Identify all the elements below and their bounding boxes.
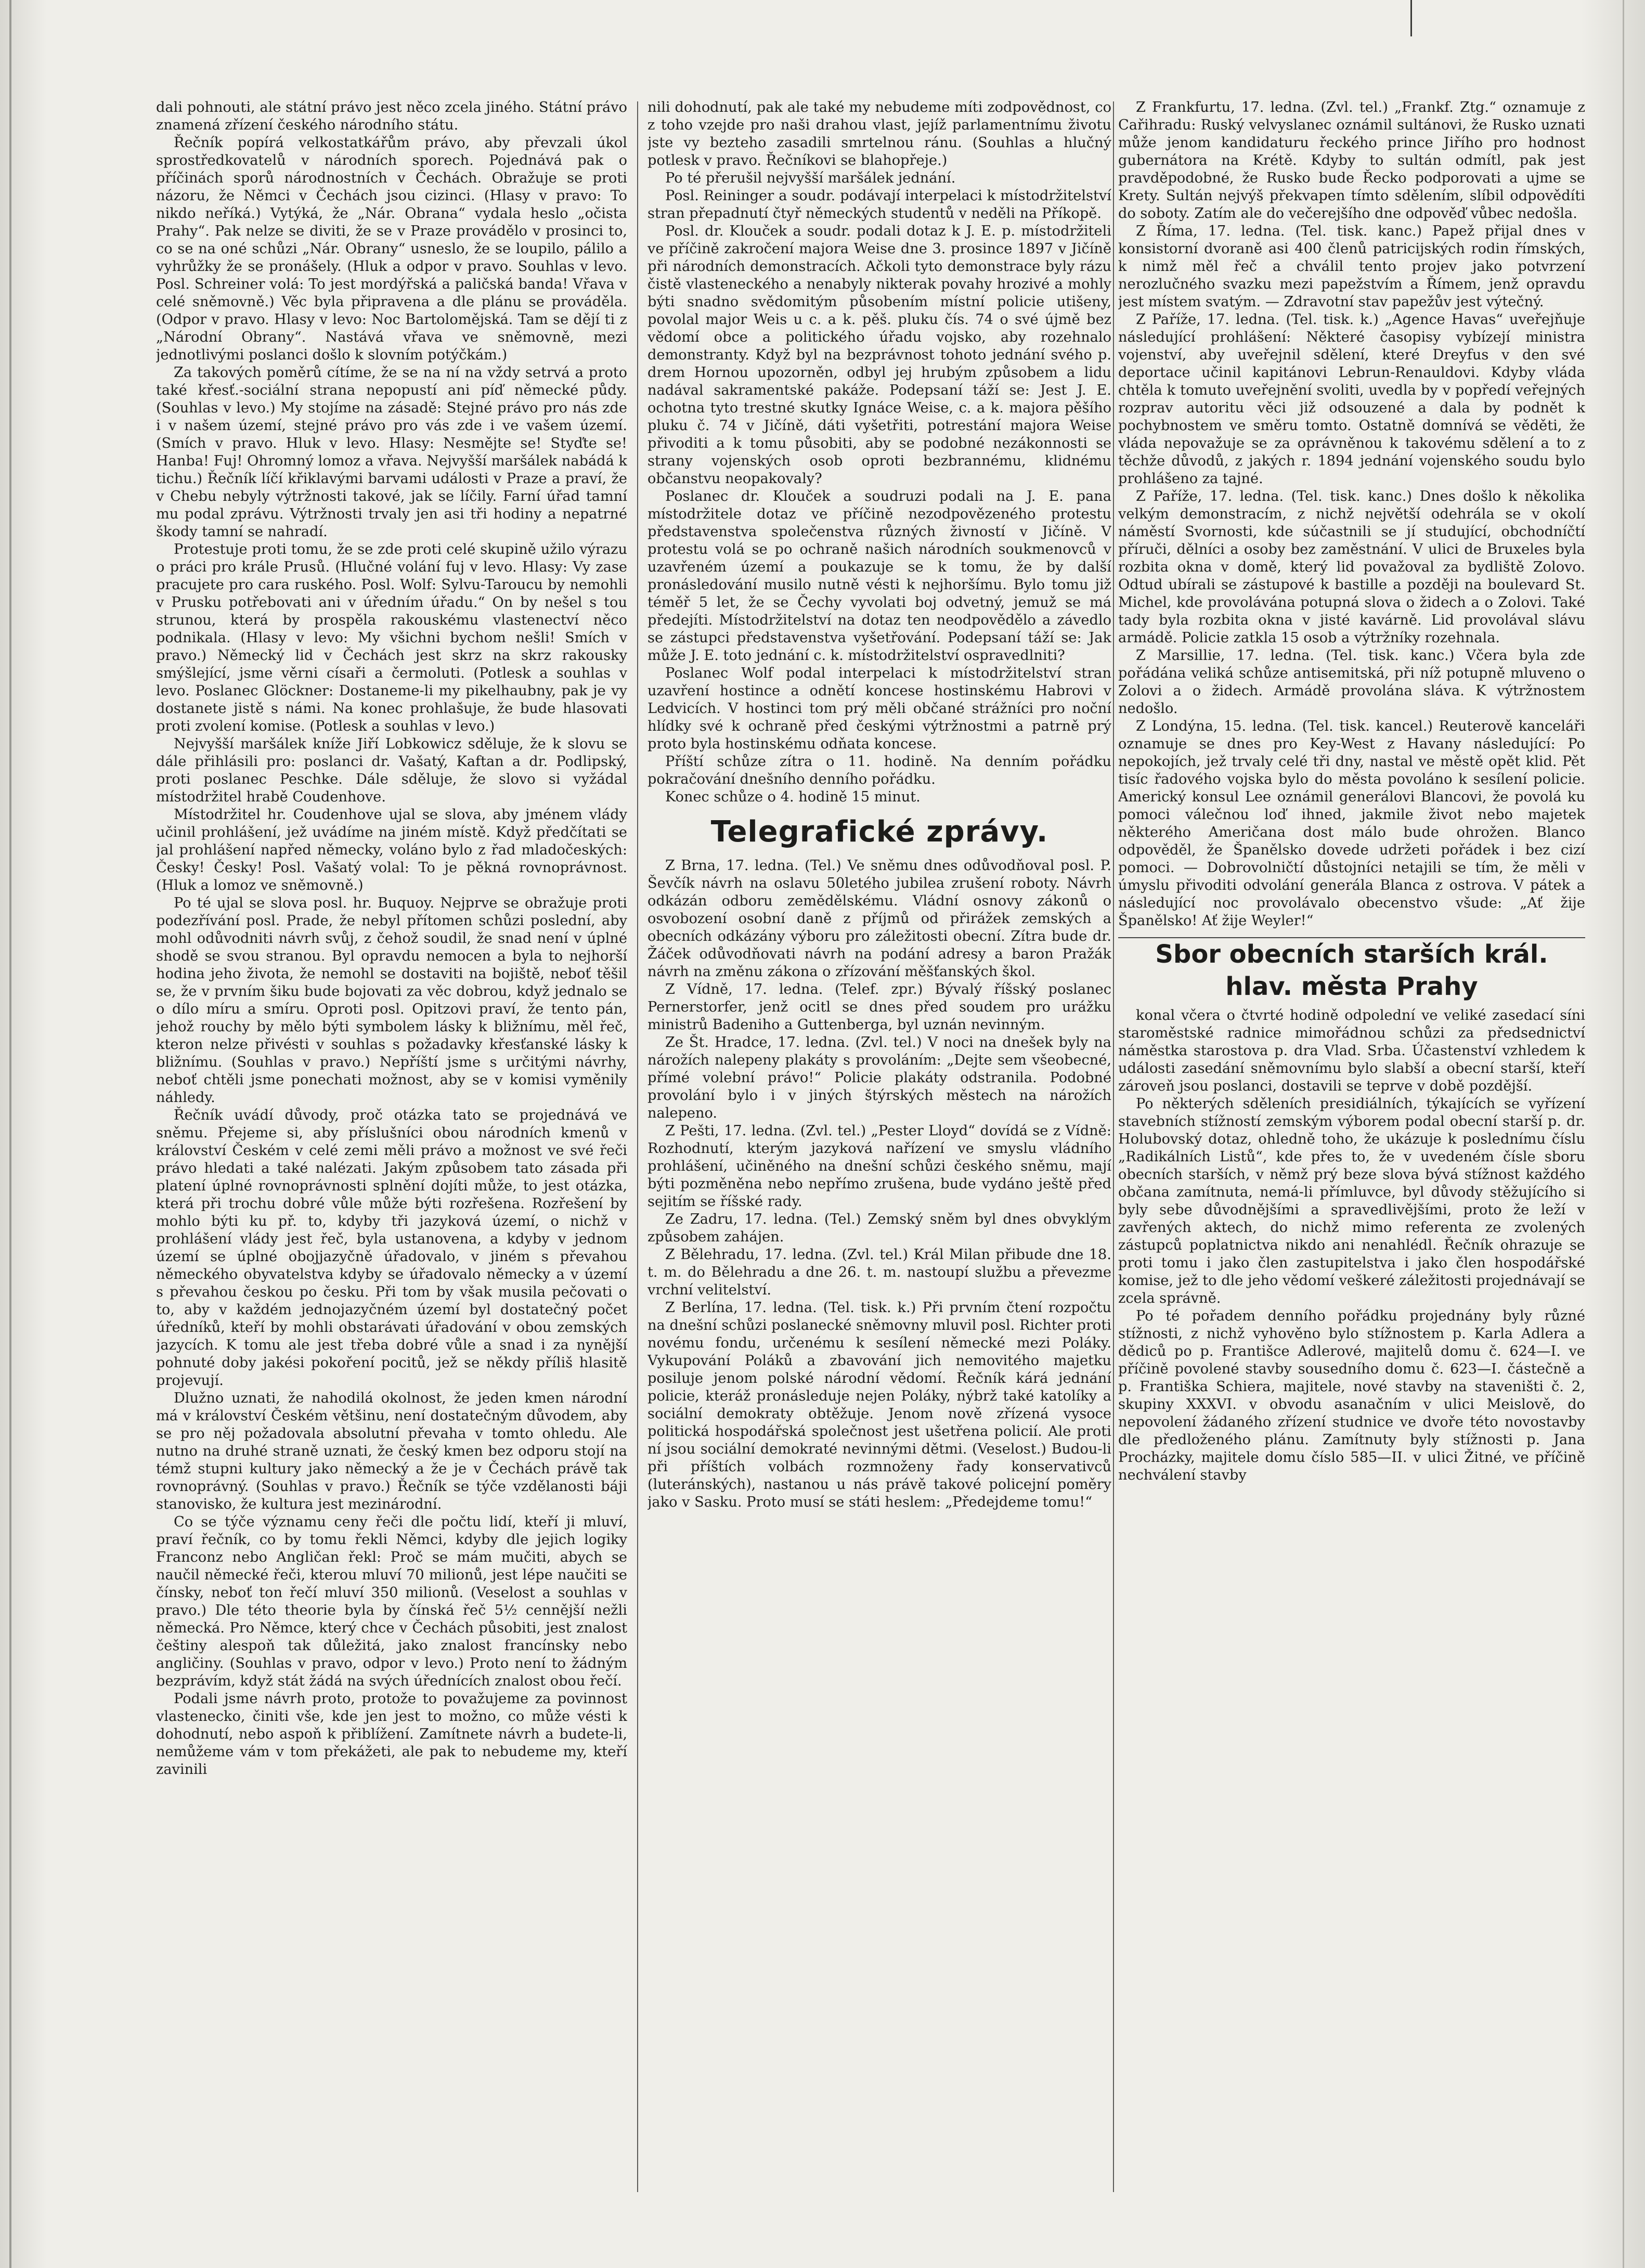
article-paragraph: Z Londýna, 15. ledna. (Tel. tisk. kancel.) Reuterově kanceláři oznamuje se dnes pro Key-West z Havany následující: Po nepokojích, jež trvaly celé tři dny, nastal ve městě opět klid. Pět tisíc řadového vojska bylo do města povoláno k sesílení policie. Americký konsul Lee oznámil generálovi Blancovi, že povolá ku pomoci válečnou loď ihned, jakmile život nebo majetek některého Američana dost málo bude ohrožen. Blanco odpověděl, že Španělsko dovede udržeti pořádek i bez cizí pomoci. — Dobrovolničtí důstojníci netajili se tím, že měli v úmyslu přivoditi odvolání generála Blanca z ostrova. V pátek a následující noc provolávalo obecenstvo všude: „Ať žije Španělsko! Ať žije Weyler!“ <box>1118 718 1585 929</box>
section-headline: Sbor obecních starších král. hlav. města Prahy <box>1118 937 1585 1003</box>
article-paragraph: Z Paříže, 17. ledna. (Tel. tisk. k.) „Agence Havas“ uveřejňuje následující prohlášení: Některé časopisy vybízejí ministra vojenství, aby uveřejnil sdělení, které Dreyfus v den své deportace učinil kapitánovi Lebrun-Renauldovi. Kdyby vláda chtěla k tomuto uveřejnění svoliti, uvedla by v popředí veřejných rozprav autoritu věci již odsouzené a dala by podnět k pochybnostem ve směru tomto. Ostatně domnívá se věděti, že vláda nepovažuje se za oprávněnou k takovému sdělení a to z těchže důvodů, z jakých r. 1894 jednání vojenského soudu bylo prohlášeno za tajné. <box>1118 312 1585 487</box>
article-paragraph: Posl. Reininger a soudr. podávají interpelaci k místodržitelství stran přepadnutí čtyř německých studentů v neděli na Příkopě. <box>647 188 1111 222</box>
article-paragraph: Poslanec dr. Klouček a soudruzi podali na J. E. pana místodržitele dotaz ve příčině nezodpovězeného protestu představenstva společenstva různých živností v Jičíně. V protestu volá se po ochraně našich národních soukmenovců v uzavřeném území a poukazuje se k tomu, že by další pronásledování musilo nutně vésti k nejhoršímu. Bylo tomu již téměř 5 let, že se Čechy vyvolati boj odvetný, jemuž se má předejíti. Místodržitelství na dotaz ten neodpovědělo a závedlo se zástupci představenstva vyšetřování. Podepsaní táží se: Jak může J. E. toto jednání c. k. místodržitelství ospravedlniti? <box>647 488 1111 664</box>
article-paragraph: Ze Št. Hradce, 17. ledna. (Zvl. tel.) V noci na dnešek byly na nárožích nalepeny plakáty s provoláním: „Dejte sem všeobecné, přímé volební právo!“ Policie plakáty odstranila. Podobné provolání bylo i v jiných štýrských městech na nárožích nalepeno. <box>647 1034 1111 1121</box>
column-rule <box>637 101 638 2192</box>
section-headline: Telegrafické zprávy. <box>710 815 1048 849</box>
column-middle <box>647 99 1111 2195</box>
article-paragraph: Podali jsme návrh proto, protože to považujeme za povinnost vlastenecko, činiti vše, kde jen jest to možno, co může vésti k dohodnutí, nebo aspoň k přiblížení. Zamítnete návrh a budete-li, nemůžeme vám v tom překážeti, ale pak to nebudeme my, kteří zavinili <box>156 1691 627 1778</box>
article-paragraph: konal včera o čtvrté hodině odpolední ve veliké zasedací síni staroměstské radnice mimořádnou schůzi za předsednictví náměstka starostova p. dra Vlad. Srba. Účastenství vzhledem k události zasedání sněmovnímu bylo slabší a obecní starší, kteří zároveň jsou poslanci, dostavili se teprve v době pozdější. <box>1118 1007 1585 1094</box>
article-paragraph: Z Pešti, 17. ledna. (Zvl. tel.) „Pester Lloyd“ dovídá se z Vídně: Rozhodnutí, kterým jazyková nařízení ve smyslu vládního prohlášení, učiněného na dnešní schůzi českého sněmu, mají býti pozměněna nebo nepřímo zrušena, bude vydáno ještě před sejitím se říšské rady. <box>647 1123 1111 1210</box>
article-paragraph: Místodržitel hr. Coudenhove ujal se slova, aby jménem vlády učinil prohlášení, jež uvádíme na jiném místě. Když předčítati se jal prohlášení napřed německy, voláno bylo z řad mladočeských: Česky! Česky! Posl. Vašatý volal: To je pěkná rovnoprávnost. (Hluk a lomoz ve sněmovně.) <box>156 807 627 893</box>
article-paragraph: Po té přerušil nejvyšší maršálek jednání. <box>665 170 956 186</box>
article-paragraph: Posl. dr. Klouček a soudr. podali dotaz k J. E. p. místodržiteli ve příčině zakročení majora Weise dne 3. prosince 1897 v Jičíně při národních demonstracích. Ačkoli tyto demonstrace byly rázu čistě vlasteneckého a nenabyly nikterak povahy hrozivé a mohly býti snadno svědomitým působením místní policie utišeny, povolal major Weis u c. a k. pěš. pluku čís. 74 o své újmě bez vědomí obce a politického úřadu vojsko, aby rozehnalo demonstranty. Když byl na bezprávnost tohoto jednání svého p. drem Hornou upozorněn, odbyl jej hrubým způsobem a lidu nadával sakramentské pakáže. Podepsaní táží se: Jest J. E. ochotna tyto trestné skutky Ignáce Weise, c. a k. majora pěšího pluku č. 74 v Jičíně, dáti vyšetřiti, potrestání majora Weise přivoditi a k tomu působiti, aby se podobné nezákonnosti se strany vojenských osob oproti bezbrannému, klidnému občanstvu neopakovaly? <box>647 223 1111 487</box>
article-paragraph: Nejvyšší maršálek kníže Jiří Lobkowicz sděluje, že k slovu se dále přihlásili pro: poslanci dr. Vašatý, Kaftan a dr. Podlipský, proti poslanec Peschke. Dále sděluje, že slovo si vyžádal místodržitel hrabě Coudenhove. <box>156 736 627 805</box>
article-paragraph: Řečník uvádí důvody, proč otázka tato se projednává ve sněmu. Přejeme si, aby příslušníci obou národních kmenů v království Českém v celé zemi měli právo a možnost ve své řeči právo hledati a také nalézati. Jakým způsobem tato zásada při platení úplné rovnoprávnosti splnění dojíti může, to jest otázka, která při trochu dobré vůle může býti rozřešena. Rozřešení by mohlo býti ku př. to, kdyby tři jazyková území, o nichž v prohlášení vlády jest řeč, byla ustanovena, a kdyby v jednom území se úplné obojjazyčně úřadovalo, v jiném s převahou německého obyvatelstva kdyby se úřadovalo německy a v území s převahou českou po česku. Při tom by však musila pečovati o to, aby v každém jednojazyčném území byl dostatečný počet úředníků, kteří by mohli obstarávati úřadování v obou zemských jazycích. K tomu ale jest třeba dobré vůle a snad i za nynější pohnuté doby jakési pokoření pocitů, jež se někdy příliš hlasitě projevují. <box>156 1107 627 1389</box>
article-paragraph: Po některých sděleních presidiálních, týkajících se vyřízení stavebních stížností zemským výborem podal obecní starší p. dr. Holubovský dotaz, ohledně toho, že ukázuje k poslednímu číslu „Radikálních Listů“, kde přes to, že v uvedeném čísle sboru obecních starších, v němž prý beze slova bývá stížnost každého občana zamítnuta, nemá-li přímluvce, byl důvody stěžujícího si byly sebe důvodnějšími a spravedlivějšími, proto že leží v zavřených aktech, do nichž mimo referenta ze zvolených zástupců poplatnictva nikdo ani nenahlédl. Řečník ohrazuje se proti tomu i jako člen zastupitelstva i jako člen hospodářské komise, jež to dle jeho vědomí veškeré záležitosti projednávají se zcela správně. <box>1118 1096 1585 1306</box>
article-paragraph: Ze Zadru, 17. ledna. (Tel.) Zemský sněm byl dnes obvyklým způsobem zahájen. <box>647 1211 1111 1245</box>
article-paragraph: Konec schůze o 4. hodině 15 minut. <box>665 789 921 805</box>
article-paragraph: Z Bělehradu, 17. ledna. (Zvl. tel.) Král Milan přibude dne 18. t. m. do Bělehradu a dne 26. t. m. nastoupí službu a převezme vrchní velitelství. <box>647 1247 1111 1298</box>
article-paragraph: Z Vídně, 17. ledna. (Telef. zpr.) Bývalý říšský poslanec Pernerstorfer, jenž ocitl se dnes před soudem pro urážku ministrů Badeniho a Guttenberga, byl uznán nevinným. <box>647 981 1111 1033</box>
article-paragraph: nili dohodnutí, pak ale také my nebudeme míti zodpovědnost, co z toho vzejde pro naši drahou vlast, jejíž parlamentnímu životu jste vy bezteho zasadili smrtelnou ránu. (Souhlas a hlučný potlesk v pravo. Řečníkovi se blahopřeje.) <box>647 99 1111 169</box>
column-left <box>156 99 627 2195</box>
article-paragraph: Dlužno uznati, že nahodilá okolnost, že jeden kmen národní má v království Českém většinu, není dostatečným důvodem, aby se pro něj požadovala absolutní převaha v tomto ohledu. Ale nutno na druhé straně uznati, že český kmen bez odporu stojí na témž stupni kultury jako německý a že je v Čechách právě tak rovnoprávný. (Souhlas v pravo.) Řečník se týče vzdělanosti báji stanovisko, že kultura jest mezinárodní. <box>156 1390 627 1512</box>
article-paragraph: Z Berlína, 17. ledna. (Tel. tisk. k.) Při prvním čtení rozpočtu na dnešní schůzi poslanecké sněmovny mluvil posl. Richter proti novému fondu, určenému k sesílení německé mezi Poláky. Vykupování Poláků a zbavování jich nemovitého majetku posiluje jenom polské národní vědomí. Řečník kárá jednání policie, kteráž pronásleduje nejen Poláky, nýbrž také katolíky a sociální demokraty obtěžuje. Jenom nově zřízená vysoce politická hospodářská společnost jest ušetřena policií. Ale proti ní jsou sociální demokraté nevinnými dětmi. (Veselost.) Budou-li při příštích volbách rozmnoženy řady konservativců (luteránských), nastanou u nás právě takové policejní poměry jako v Sasku. Proto musí se státi heslem: „Předejdeme tomu!“ <box>647 1300 1111 1510</box>
page-edge-right <box>1623 0 1624 2268</box>
article-paragraph: Co se týče významu ceny řeči dle počtu lidí, kteří ji mluví, praví řečník, co by tomu řekli Němci, kdyby dle jejich logiky Franconz nebo Angličan řekl: Proč se mám mučiti, abych se naučil německé řeči, kterou mluví 70 milionů, jest lépe naučiti se čínsky, neboť ton řečí mluví 350 milionů. (Veselost a souhlas v pravo.) Dle této theorie byla by čínská řeč 5½ cennější nežli německá. Pro Němce, který chce v Čechách působiti, jest znalost češtiny alespoň tak důležitá, jako znalost francínsky nebo angličiny. (Souhlas v pravo, odpor v levo.) Proto není to žádným bezprávím, když stát žádá na svých úřednících znalost obou řečí. <box>156 1514 627 1689</box>
article-paragraph: Příští schůze zítra o 11. hodině. Na denním pořádku pokračování dnešního denního pořádku. <box>647 754 1111 787</box>
ink-mark <box>1410 0 1412 36</box>
column-rule <box>1113 101 1114 2192</box>
column-right <box>1118 99 1585 2195</box>
page-edge-left <box>9 0 11 2268</box>
article-paragraph: Z Marsillie, 17. ledna. (Tel. tisk. kanc.) Včera byla zde pořádána veliká schůze antisemitská, při níž potupně mluveno o Zolovi a o židech. Armádě provolána sláva. K výtržnostem nedošlo. <box>1118 647 1585 717</box>
article-paragraph: Z Říma, 17. ledna. (Tel. tisk. kanc.) Papež přijal dnes v konsistorní dvoraně asi 400 členů patricijských rodin římských, k nimž měl řeč a chválil tento projev jako potvrzení nerozlučného svazku mezi papežstvím a Římem, jenž opravdu jest místem svatým. — Zdravotní stav papežův jest výtečný. <box>1118 223 1585 310</box>
article-paragraph: Za takových poměrů cítíme, že se na ní na vždy setrvá a proto také křesť.-sociální strana nepopustí ani píď německé půdy. (Souhlas v levo.) My stojíme na zásadě: Stejné právo pro nás zde i v našem území, stejné právo pro vás zde i ve vašem území. (Smích v pravo. Hluk v levo. Hlasy: Nesmějte se! Styďte se! Hanba! Fuj! Ohromný lomoz a vřava. Nejvyšší maršálek nabádá k tichu.) Řečník líčí křiklavými barvami události v Praze a praví, že v Chebu nebyly výtržnosti takové, jak se líčily. Farní úřad tamní mu podal zprávu. Výtržnosti trvaly jen asi tři hodiny a nepatrné škody tamní se nahradí. <box>156 365 627 540</box>
article-paragraph: Po té pořadem denního pořádku projednány byly různé stížnosti, z nichž vyhověno bylo stížnostem p. Karla Adlera a dědiců po p. Františce Adlerové, majitelů domu č. 624—I. ve příčině povolené stavby sousedního domu č. 623—I. částečně a p. Františka Schiera, majitele, nové stavby na staveništi č. 2, skupiny XXXVI. v obvodu asanačním v ulici Meislově, do nepovolení žádaného zřízení studnice ve dvoře této novostavby dle předloženého plánu. Zamítnuty byly stížnosti p. Jana Procházky, majitele domu číslo 585—II. v ulici Žitné, ve příčině nechválení stavby <box>1118 1308 1585 1483</box>
article-paragraph: dali pohnouti, ale státní právo jest něco zcela jiného. Státní právo znamená zřízení českého národního státu. <box>156 99 627 133</box>
article-paragraph: Z Paříže, 17. ledna. (Tel. tisk. kanc.) Dnes došlo k několika velkým demonstracím, z nichž největší odehrála se v okolí náměstí Svornosti, kde súčastnili se jí studující, obchodníčtí příruči, dělníci a osoby bez zaměstnání. V ulici de Bruxeles byla rozbita okna v domě, který lid považoval za bydliště Zolovo. Odtud ubírali se zástupové k bastille a později na boulevard St. Michel, kde provolávána potupná slova o židech a o Zolovi. Také tady byla rozbita okna v jisté kavárně. Lid provolával slávu armádě. Policie zatkla 15 osob a výtržníky rozehnala. <box>1118 488 1585 646</box>
article-paragraph: Poslanec Wolf podal interpelaci k místodržitelství stran uzavření hostince a odnětí koncese hostinskému Habrovi v Ledvicích. V hostinci tom prý měli občané strážníci pro noční hlídky své k ochraně před českými výtržnostmi a patrně prý proto byla hostinskému odňata koncese. <box>647 665 1111 752</box>
article-paragraph: Protestuje proti tomu, že se zde proti celé skupině užilo výrazu o práci pro krále Prusů. (Hlučné volání fuj v levo. Hlasy: Vy zase pracujete pro cara ruského. Posl. Wolf: Sylvu-Taroucu by nemohli v Prusku potřebovati ani v úředním úřadu.“ On by nešel s tou strunou, která by prospěla rakouskému vlastenectví něco podnikala. (Hlasy v levo: My všichni bychom nešli! Smích v pravo.) Německý lid v Čechách jest skrz na skrz rakousky smýšlející, jsme věrni císaři a čermoluti. (Potlesk a souhlas v levo. Poslanec Glöckner: Dostaneme-li my pikelhaubny, pak je vy dostanete jistě s námi. Na konec prohlašuje, že bude hlasovati proti zvolení komise. (Potlesk a souhlas v levo.) <box>156 541 627 734</box>
article-paragraph: Řečník popírá velkostatkářům právo, aby převzali úkol sprostředkovatelů v národních sporech. Pojednává pak o příčinách sporů národnostních v Čechách. Obražuje se proti názoru, že Němci v Čechách jsou cizinci. (Hlasy v pravo: To nikdo neříká.) Vytýká, že „Nár. Obrana“ vydala heslo „očista Prahy“. Pak nelze se diviti, že se v Praze provádělo v prosinci to, co se na oné schůzi „Nár. Obrany“ usneslo, že se loupilo, pálilo a vyhrůžky že se pronášely. (Hluk a odpor v pravo. Souhlas v levo. Posl. Schreiner volá: To jest mordýřská a paličská banda! Vřava v celé sněmovně.) Věc byla připravena a dle plánu se prováděla. (Odpor v pravo. Hlasy v levo: Noc Bartolomějská. Tam se dějí ti z „Národní Obrany“. Nastává vřava ve sněmovně, mezi jednotlivými poslanci došlo k slovním potýčkám.) <box>156 135 627 363</box>
article-paragraph: Z Frankfurtu, 17. ledna. (Zvl. tel.) „Frankf. Ztg.“ oznamuje z Cařihradu: Ruský velvyslanec oznámil sultánovi, že Rusko uznati může jenom kandidaturu řeckého prince Jiřího pro hodnost gubernátora na Krétě. Kdyby to sultán odmítl, pak jest pravděpodobné, že Rusko bude Řecko podporovati a ujme se Krety. Sultán nejvýš překvapen tímto sdělením, slíbil odpovědíti do soboty. Zatím ale do večerejšího dne odpověď vůbec nedošla. <box>1118 99 1585 222</box>
article-paragraph: Z Brna, 17. ledna. (Tel.) Ve sněmu dnes odůvodňoval posl. P. Ševčík návrh na oslavu 50letého jubilea zrušení roboty. Návrh odkázán odboru zemědělskému. Vládní osnovy zákonů o osvobození osobní daně z příjmů od přirážek zemských a obecních odkázány výboru pro záležitosti obecní. Zítra bude dr. Žáček odůvodňovati návrh na podání adresy a baron Pražák návrh na změnu zákona o zřízování měšťanských škol. <box>647 858 1111 980</box>
article-paragraph: Po té ujal se slova posl. hr. Buquoy. Nejprve se obražuje proti podezřívání posl. Prade, že nebyl přítomen schůzi poslední, aby mohl odůvodniti návrh svůj, z čehož soudil, že snad není v úplné shodě se svou stranou. Byl opravdu nemocen a byla to nejhorší hodina jeho života, že nemohl se dostaviti na bojiště, neboť těšil se, že v prvním šiku bude bojovati za věc dobrou, když jednalo se o dílo míru a smíru. Oproti posl. Opitzovi praví, že tento pán, jehož rouchy by mělo býti symbolem lásky k bližnímu, měl řeč, kteron nelze přivésti v souhlas s požadavky křesťanské lásky k bližnímu. (Souhlas v pravo.) Nepříští jsme s určitými návrhy, neboť chtěli jsme ponechati možnost, aby se v komisi vyměnily náhledy. <box>156 895 627 1106</box>
